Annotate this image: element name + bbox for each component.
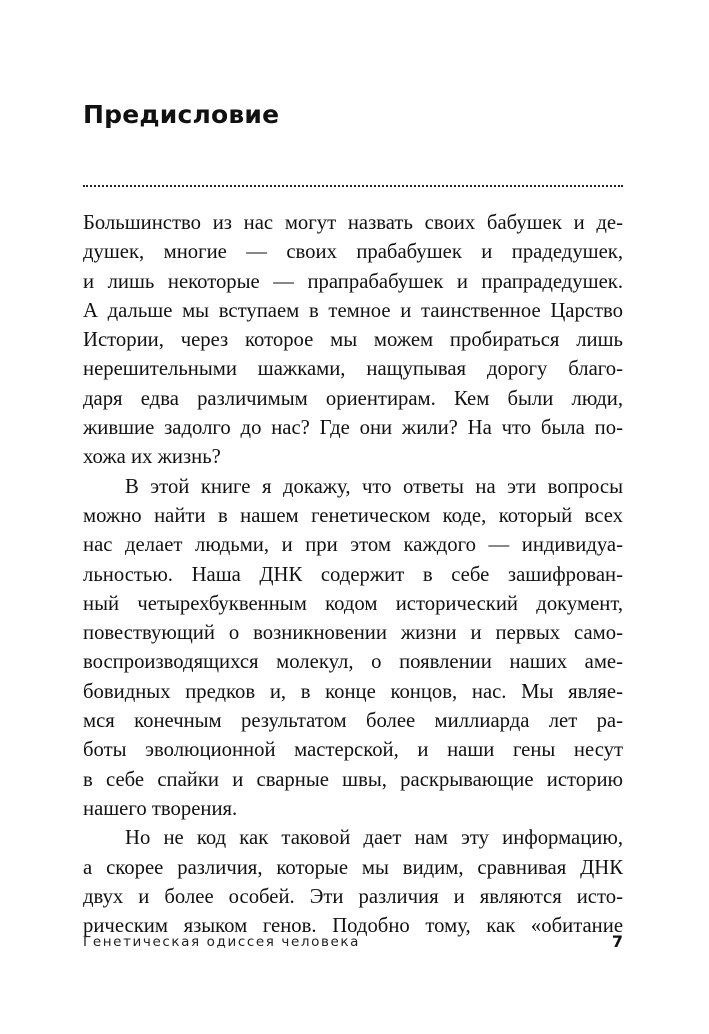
paragraph-3 bbox=[83, 824, 623, 941]
text-line: и лишь некоторые — прапрабабушек и прапрадедушек. bbox=[83, 270, 623, 293]
text-line: Большинство из нас могут назвать своих бабушек и де- bbox=[83, 212, 623, 234]
text-line: льностью. Наша ДНК содержит в себе зашифрован- bbox=[83, 563, 623, 586]
paragraph-1 bbox=[83, 209, 623, 473]
text-line: в себе спайки и сварные швы, раскрывающие историю bbox=[83, 768, 623, 791]
text-line: ный четырехбуквенным кодом исторический документ, bbox=[83, 592, 623, 615]
text-line: боты эволюционной мастерской, и наши гены несут bbox=[83, 739, 623, 762]
text-line: можно найти в нашем генетическом коде, который всех bbox=[83, 504, 623, 527]
text-line: мся конечным результатом более миллиарда лет ра- bbox=[83, 710, 623, 733]
paragraph-2 bbox=[83, 473, 623, 825]
dotted-divider bbox=[83, 185, 623, 187]
text-line: жившие задолго до нас? Где они жили? На что была по- bbox=[83, 417, 623, 440]
body-text bbox=[83, 209, 623, 941]
text-line: нашего творения. bbox=[83, 797, 238, 820]
text-line: Но не код как таковой дает нам эту информацию, bbox=[125, 827, 623, 850]
text-line: бовидных предков и, в конце концов, нас. Мы являе- bbox=[83, 680, 623, 703]
text-line: А дальше мы вступаем в темное и таинственное Царство bbox=[83, 299, 623, 322]
text-line: а скорее различия, которые мы видим, сравнивая ДНК bbox=[83, 856, 623, 879]
text-line: нерешительными шажками, нащупывая дорогу благо- bbox=[83, 358, 623, 381]
text-line: Истории, через которое мы можем пробираться лишь bbox=[83, 329, 623, 352]
text-line: воспроизводящихся молекул, о появлении наших аме- bbox=[83, 651, 623, 674]
page-number: 7 bbox=[611, 932, 623, 951]
text-line: рическим языком генов. Подобно тому, как «обитание bbox=[83, 915, 623, 938]
text-line: хожа их жизнь? bbox=[83, 446, 221, 469]
text-line: двух и более особей. Эти различия и являются исто- bbox=[83, 885, 623, 908]
text-line: даря едва различимым ориентирам. Кем были люди, bbox=[83, 387, 623, 410]
text-line: повествующий о возникновении жизни и первых само- bbox=[83, 622, 623, 645]
chapter-title: Предисловие bbox=[83, 100, 280, 129]
text-line: В этой книге я докажу, что ответы на эти вопросы bbox=[125, 475, 623, 498]
running-footer-title: Генетическая одиссея человека bbox=[83, 934, 361, 950]
text-line: нас делает людьми, и при этом каждого — индивидуа- bbox=[83, 534, 623, 557]
text-line: душек, многие — своих прабабушек и прадедушек, bbox=[83, 241, 623, 264]
